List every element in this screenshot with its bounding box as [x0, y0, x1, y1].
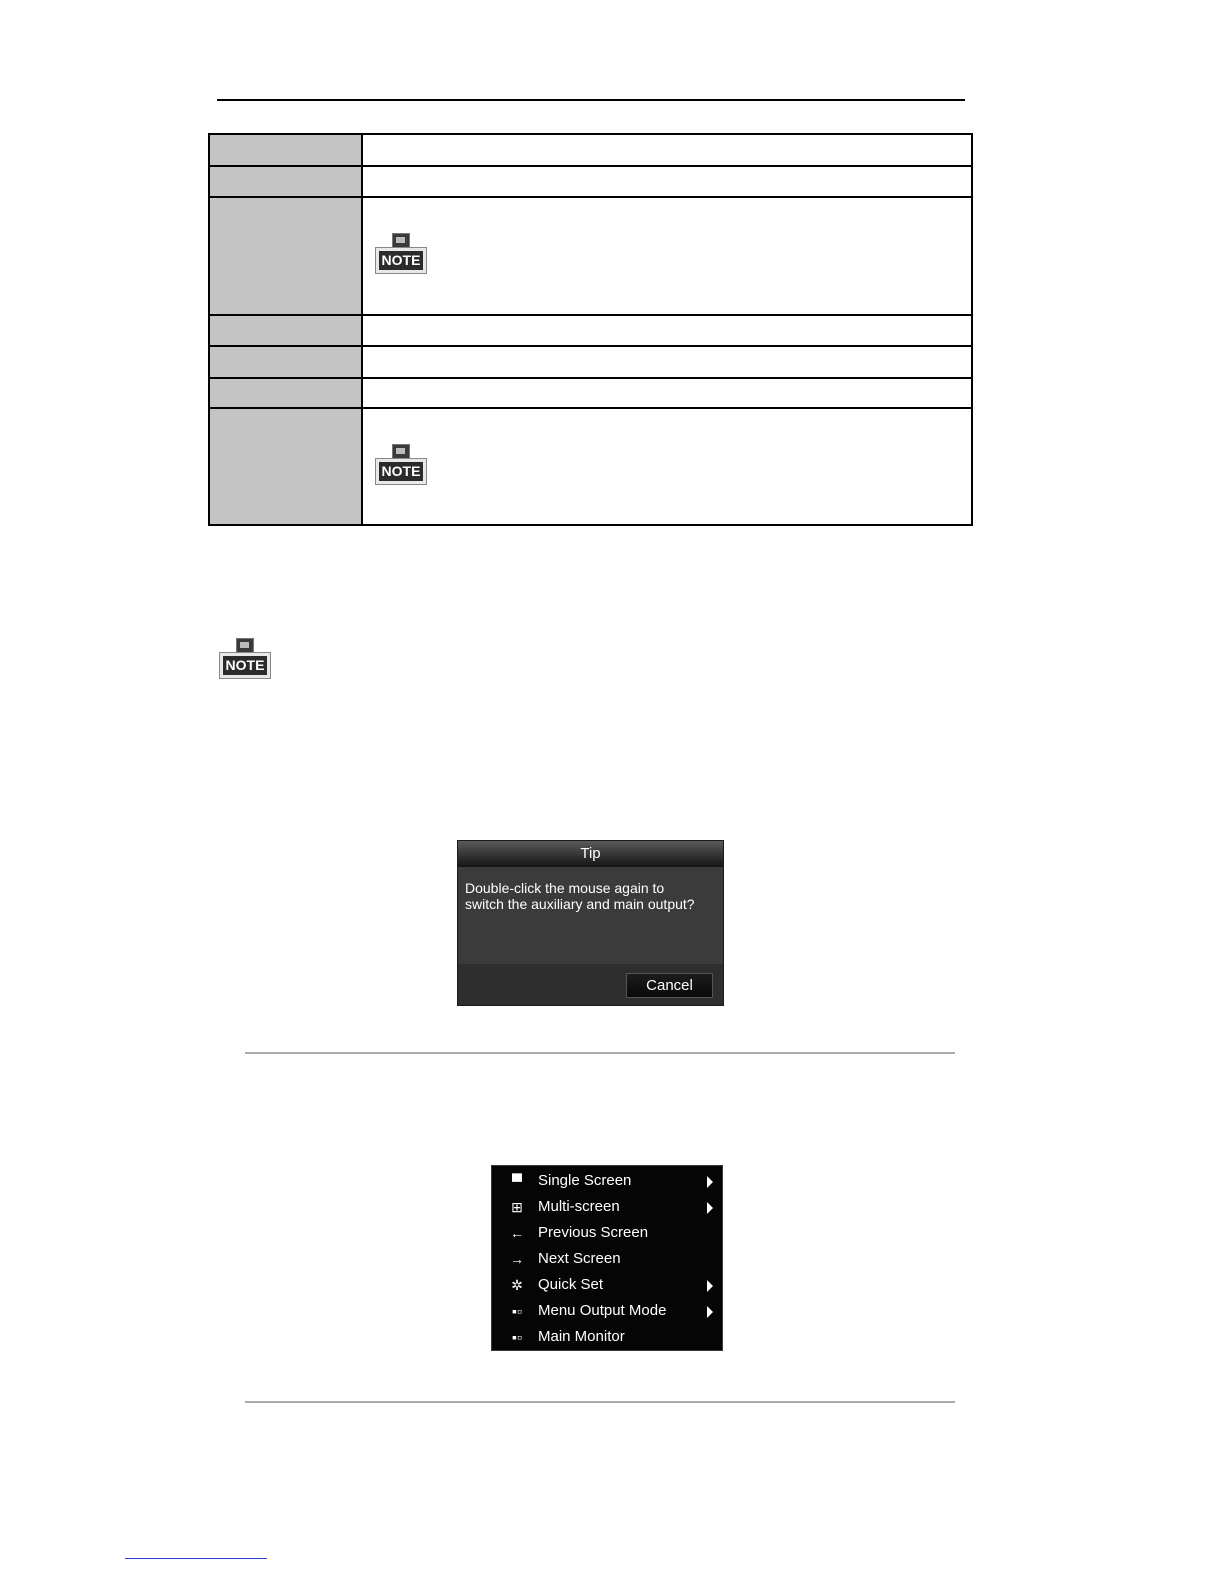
dialog-title: Tip: [458, 841, 723, 867]
arrow-left-icon: ←: [510, 1225, 524, 1241]
tip-dialog: [457, 840, 724, 1006]
menu-item-menu-output-mode[interactable]: ▪▫ Menu Output Mode: [492, 1299, 722, 1325]
note-icon: NOTE: [219, 638, 271, 682]
table-row-divider: [210, 165, 971, 167]
figure-divider: [245, 1052, 955, 1054]
menu-item-single-screen[interactable]: ▀ Single Screen: [492, 1169, 722, 1195]
submenu-arrow-icon: [707, 1280, 713, 1292]
menu-item-previous-screen[interactable]: ← Previous Screen: [510, 1224, 649, 1241]
monitor-icon: ▀: [512, 1173, 522, 1189]
header-rule: [217, 99, 965, 101]
table-row-divider: [210, 345, 971, 347]
table-row-divider: [210, 314, 971, 316]
context-menu: [491, 1165, 723, 1351]
dialog-message: Double-click the mouse again to switch the auxiliary and main output?: [465, 880, 695, 912]
submenu-arrow-icon: [707, 1202, 713, 1214]
parameter-table: [208, 133, 973, 526]
menu-item-next-screen[interactable]: → Next Screen: [510, 1250, 621, 1267]
table-row-divider: [210, 377, 971, 379]
multiscreen-icon: ⊞: [511, 1199, 523, 1215]
figure-divider: [245, 1401, 955, 1403]
submenu-arrow-icon: [707, 1306, 713, 1318]
note-icon: NOTE: [375, 444, 427, 488]
menu-item-quick-set[interactable]: ✲ Quick Set: [492, 1273, 722, 1299]
arrow-right-icon: →: [510, 1251, 524, 1267]
main-monitor-icon: ▪▫: [512, 1329, 522, 1345]
table-row-divider: [210, 196, 971, 198]
submenu-arrow-icon: [707, 1176, 713, 1188]
dialog-footer: [458, 964, 723, 1005]
menu-item-main-monitor[interactable]: ▪▫ Main Monitor: [492, 1325, 722, 1351]
note-icon: NOTE: [375, 233, 427, 277]
table-label-column: [210, 135, 363, 524]
gear-icon: ✲: [511, 1277, 523, 1293]
output-mode-icon: ▪▫: [512, 1303, 522, 1319]
table-row-divider: [210, 407, 971, 409]
cancel-button[interactable]: Cancel: [626, 973, 713, 998]
menu-item-multi-screen[interactable]: ⊞ Multi-screen: [492, 1195, 722, 1221]
footer-link-underline[interactable]: [125, 1558, 267, 1559]
